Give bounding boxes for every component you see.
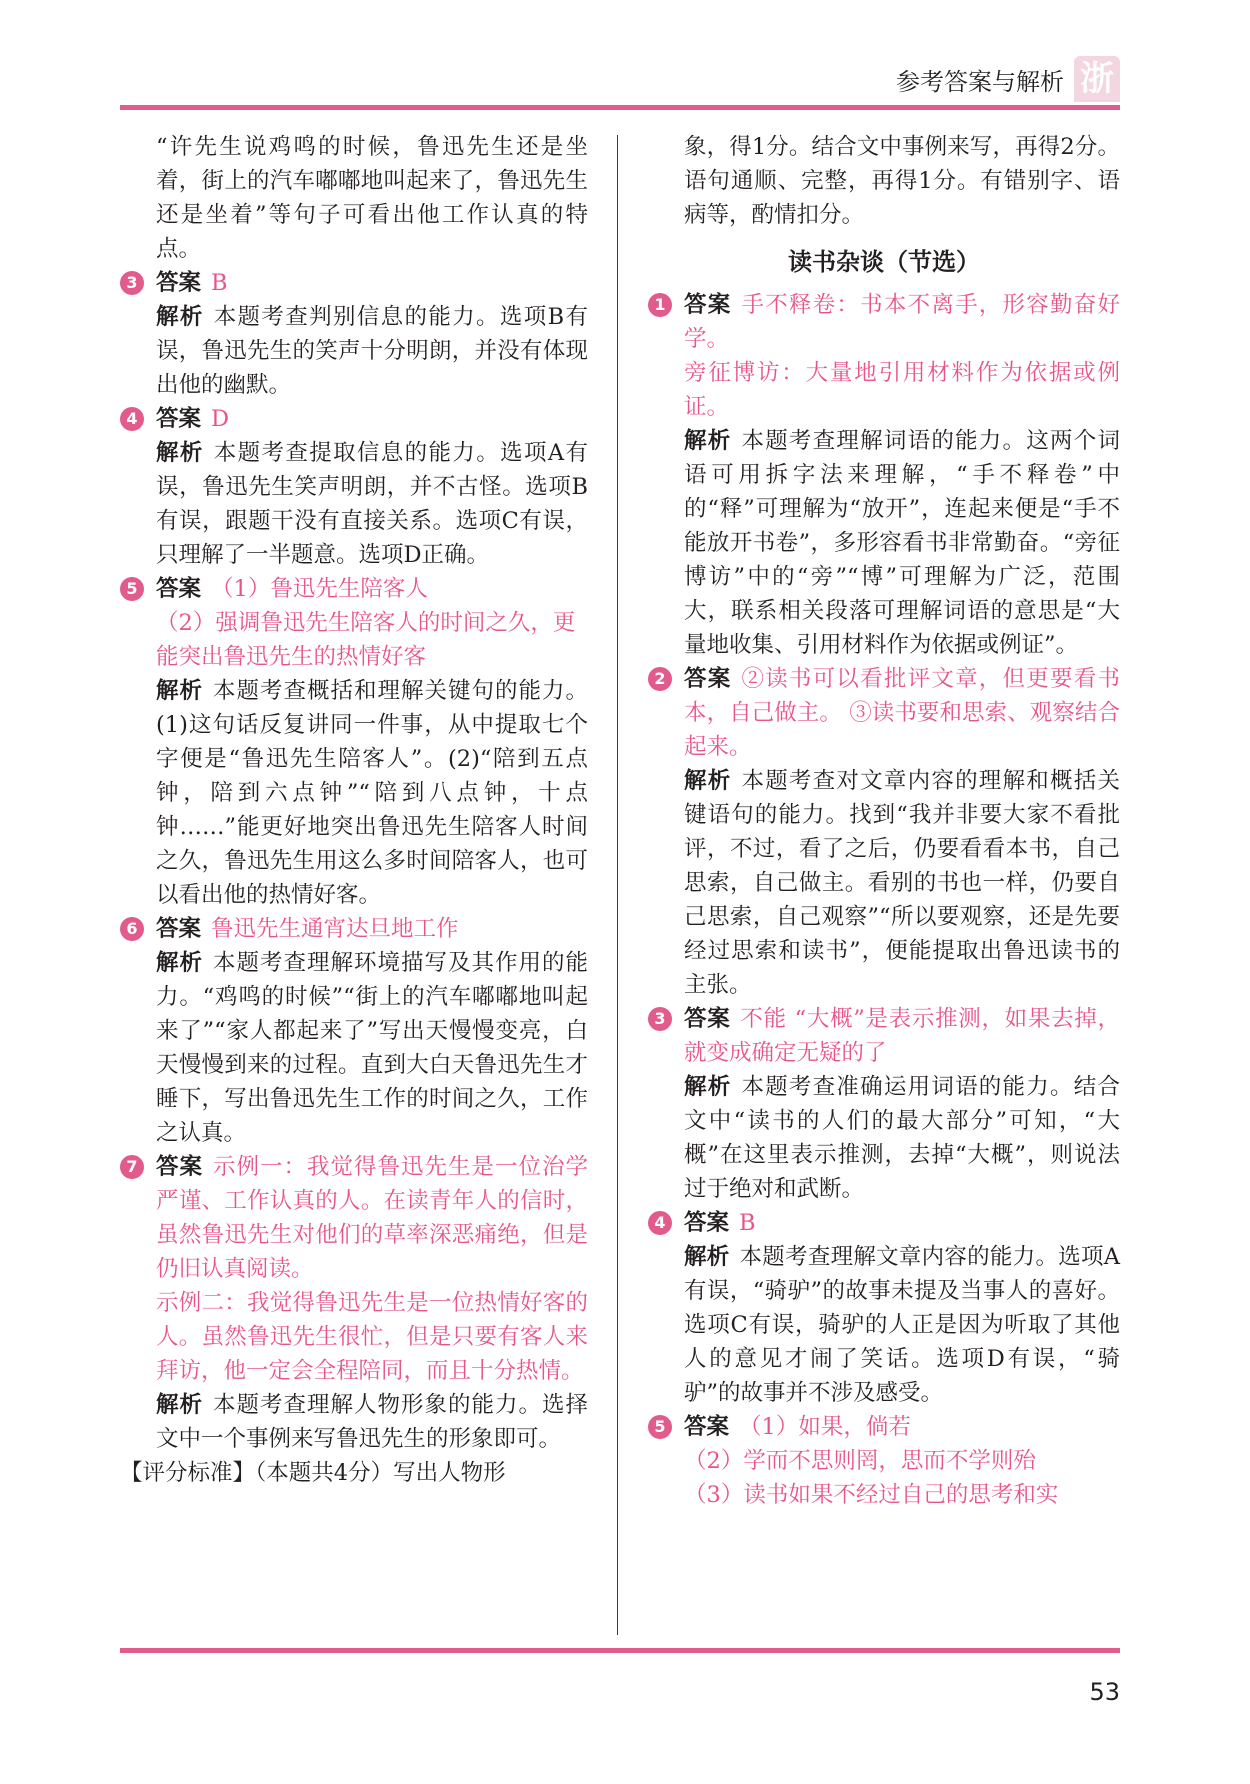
footer-rule [120, 1648, 1120, 1653]
answer-label: 答案 [684, 666, 732, 692]
answer-text: 示例二：我觉得鲁迅先生是一位热情好客的人。虽然鲁迅先生很忙，但是只要有客人来拜访，他一定会全程陪同，而且十分热情。 [156, 1290, 588, 1384]
answer-text: 旁征博访：大量地引用材料作为依据或例证。 [684, 360, 1120, 420]
question-5 [120, 572, 588, 912]
question-3 [648, 1002, 1120, 1206]
intro-paragraph: “许先生说鸡鸣的时候，鲁迅先生还是坐着，街上的汽车嘟嘟地叫起来了，鲁迅先生还是坐着”等句子可看出他工作认真的特点。 [156, 134, 588, 262]
analysis-text: 本题考查概括和理解关键句的能力。(1)这句话反复讲同一件事，从中提取七个字便是“鲁迅先生陪客人”。(2)“陪到五点钟，陪到六点钟”“陪到八点钟，十点钟……”能更好地突出鲁迅先生陪客人时间之久，鲁迅先生用这么多时间陪客人，也可以看出他的热情好客。 [156, 678, 588, 908]
answer-label: 答案 [684, 292, 732, 318]
answer-text: 不能 “大概”是表示推测，如果去掉，就变成确定无疑的了 [684, 1006, 1120, 1066]
left-column [120, 130, 588, 1490]
question-number: 4 [648, 1211, 672, 1235]
answer-text: （1）鲁迅先生陪客人 [211, 576, 428, 602]
header-rule [120, 105, 1120, 110]
question-3 [120, 266, 588, 402]
analysis-label: 解析 [156, 1392, 203, 1418]
analysis-text: 本题考查理解词语的能力。这两个词语可用拆字法来理解，“手不释卷”中的“释”可理解为“放开”，连起来便是“手不能放开书卷”，多形容看书非常勤奋。“旁征博访”中的“旁”“博”可理解为广泛，范围大，联系相关段落可理解词语的意思是“大量地收集、引用材料作为依据或例证”。 [684, 428, 1120, 658]
answer-label: 答案 [156, 1154, 203, 1180]
question-1 [648, 288, 1120, 662]
question-number: 7 [120, 1155, 144, 1179]
answer-text: D [211, 406, 230, 432]
answer-text: 鲁迅先生通宵达旦地工作 [211, 916, 459, 942]
question-number: 5 [648, 1415, 672, 1439]
scoring-standard: 【评分标准】（本题共4分）写出人物形 [120, 1460, 506, 1486]
question-number: 2 [648, 667, 672, 691]
answer-text: （2）强调鲁迅先生陪客人的时间之久，更能突出鲁迅先生的热情好客 [156, 610, 576, 670]
right-column [648, 130, 1120, 1512]
answer-label: 答案 [156, 270, 202, 296]
analysis-text: 本题考查提取信息的能力。选项A有误，鲁迅先生笑声明朗，并不古怪。选项B有误，跟题干没有直接关系。选项C有误，只理解了一半题意。选项D正确。 [156, 440, 588, 568]
analysis-label: 解析 [684, 768, 732, 794]
analysis-label: 解析 [156, 440, 204, 466]
answer-text: （2）学而不思则罔，思而不学则殆 [684, 1448, 1036, 1474]
answer-text: B [739, 1210, 756, 1236]
analysis-label: 解析 [156, 304, 204, 330]
answer-label: 答案 [156, 406, 202, 432]
analysis-label: 解析 [684, 1244, 730, 1270]
analysis-text: 本题考查准确运用词语的能力。结合文中“读书的人们的最大部分”可知，“大概”在这里表示推测，去掉“大概”，则说法过于绝对和武断。 [684, 1074, 1120, 1202]
question-number: 5 [120, 577, 144, 601]
answer-text: （3）读书如果不经过自己的思考和实 [684, 1482, 1059, 1508]
page-number: 53 [1089, 1678, 1120, 1706]
section-title: 读书杂谈（节选） [788, 248, 980, 276]
question-4 [120, 402, 588, 572]
analysis-text: 本题考查理解文章内容的能力。选项A有误，“骑驴”的故事未提及当事人的喜好。选项C有误，骑驴的人正是因为听取了其他人的意见才闹了笑话。选项D有误，“骑驴”的故事并不涉及感受。 [684, 1244, 1120, 1406]
question-7 [120, 1150, 588, 1456]
province-badge: 浙 [1074, 56, 1120, 102]
column-divider [617, 135, 618, 1635]
question-4 [648, 1206, 1120, 1410]
answer-label: 答案 [684, 1414, 730, 1440]
question-number: 1 [648, 293, 672, 317]
answer-text: （1）如果，倘若 [739, 1414, 911, 1440]
header-title: 参考答案与解析 [896, 68, 1064, 96]
answer-text: 手不释卷：书本不离手，形容勤奋好学。 [684, 292, 1120, 352]
question-5 [648, 1410, 1120, 1512]
question-2 [648, 662, 1120, 1002]
analysis-text: 本题考查理解环境描写及其作用的能力。“鸡鸣的时候”“街上的汽车嘟嘟地叫起来了”“家人都起来了”写出天慢慢变亮，白天慢慢到来的过程。直到大白天鲁迅先生才睡下，写出鲁迅先生工作的时间之久，工作之认真。 [156, 950, 588, 1146]
answer-text: 示例一：我觉得鲁迅先生是一位治学严谨、工作认真的人。在读青年人的信时，虽然鲁迅先生对他们的草率深恶痛绝，但是仍旧认真阅读。 [156, 1154, 588, 1282]
analysis-label: 解析 [156, 950, 203, 976]
question-6 [120, 912, 588, 1150]
answer-text: ②读书可以看批评文章，但更要看书本，自己做主。 ③读书要和思索、观察结合起来。 [684, 666, 1120, 760]
answer-label: 答案 [156, 916, 202, 942]
continuation-paragraph: 象，得1分。结合文中事例来写，再得2分。语句通顺、完整，再得1分。有错别字、语病等，酌情扣分。 [684, 134, 1120, 228]
analysis-label: 解析 [684, 428, 732, 454]
question-number: 6 [120, 917, 144, 941]
answer-text: B [211, 270, 228, 296]
answer-label: 答案 [684, 1210, 730, 1236]
answer-label: 答案 [684, 1006, 731, 1032]
analysis-label: 解析 [684, 1074, 732, 1100]
page-header [120, 58, 1120, 110]
question-number: 3 [120, 271, 144, 295]
question-number: 3 [648, 1007, 672, 1031]
analysis-text: 本题考查对文章内容的理解和概括关键语句的能力。找到“我并非要大家不看批评，不过，看了之后，仍要看看本书，自己思索，自己做主。看别的书也一样，仍要自己思索，自己观察”“所以要观察，还是先要经过思索和读书”，便能提取出鲁迅读书的主张。 [684, 768, 1120, 998]
analysis-label: 解析 [156, 678, 203, 704]
analysis-text: 本题考查理解人物形象的能力。选择文中一个事例来写鲁迅先生的形象即可。 [156, 1392, 588, 1452]
question-number: 4 [120, 407, 144, 431]
analysis-text: 本题考查判别信息的能力。选项B有误，鲁迅先生的笑声十分明朗，并没有体现出他的幽默。 [156, 304, 588, 398]
answer-label: 答案 [156, 576, 202, 602]
